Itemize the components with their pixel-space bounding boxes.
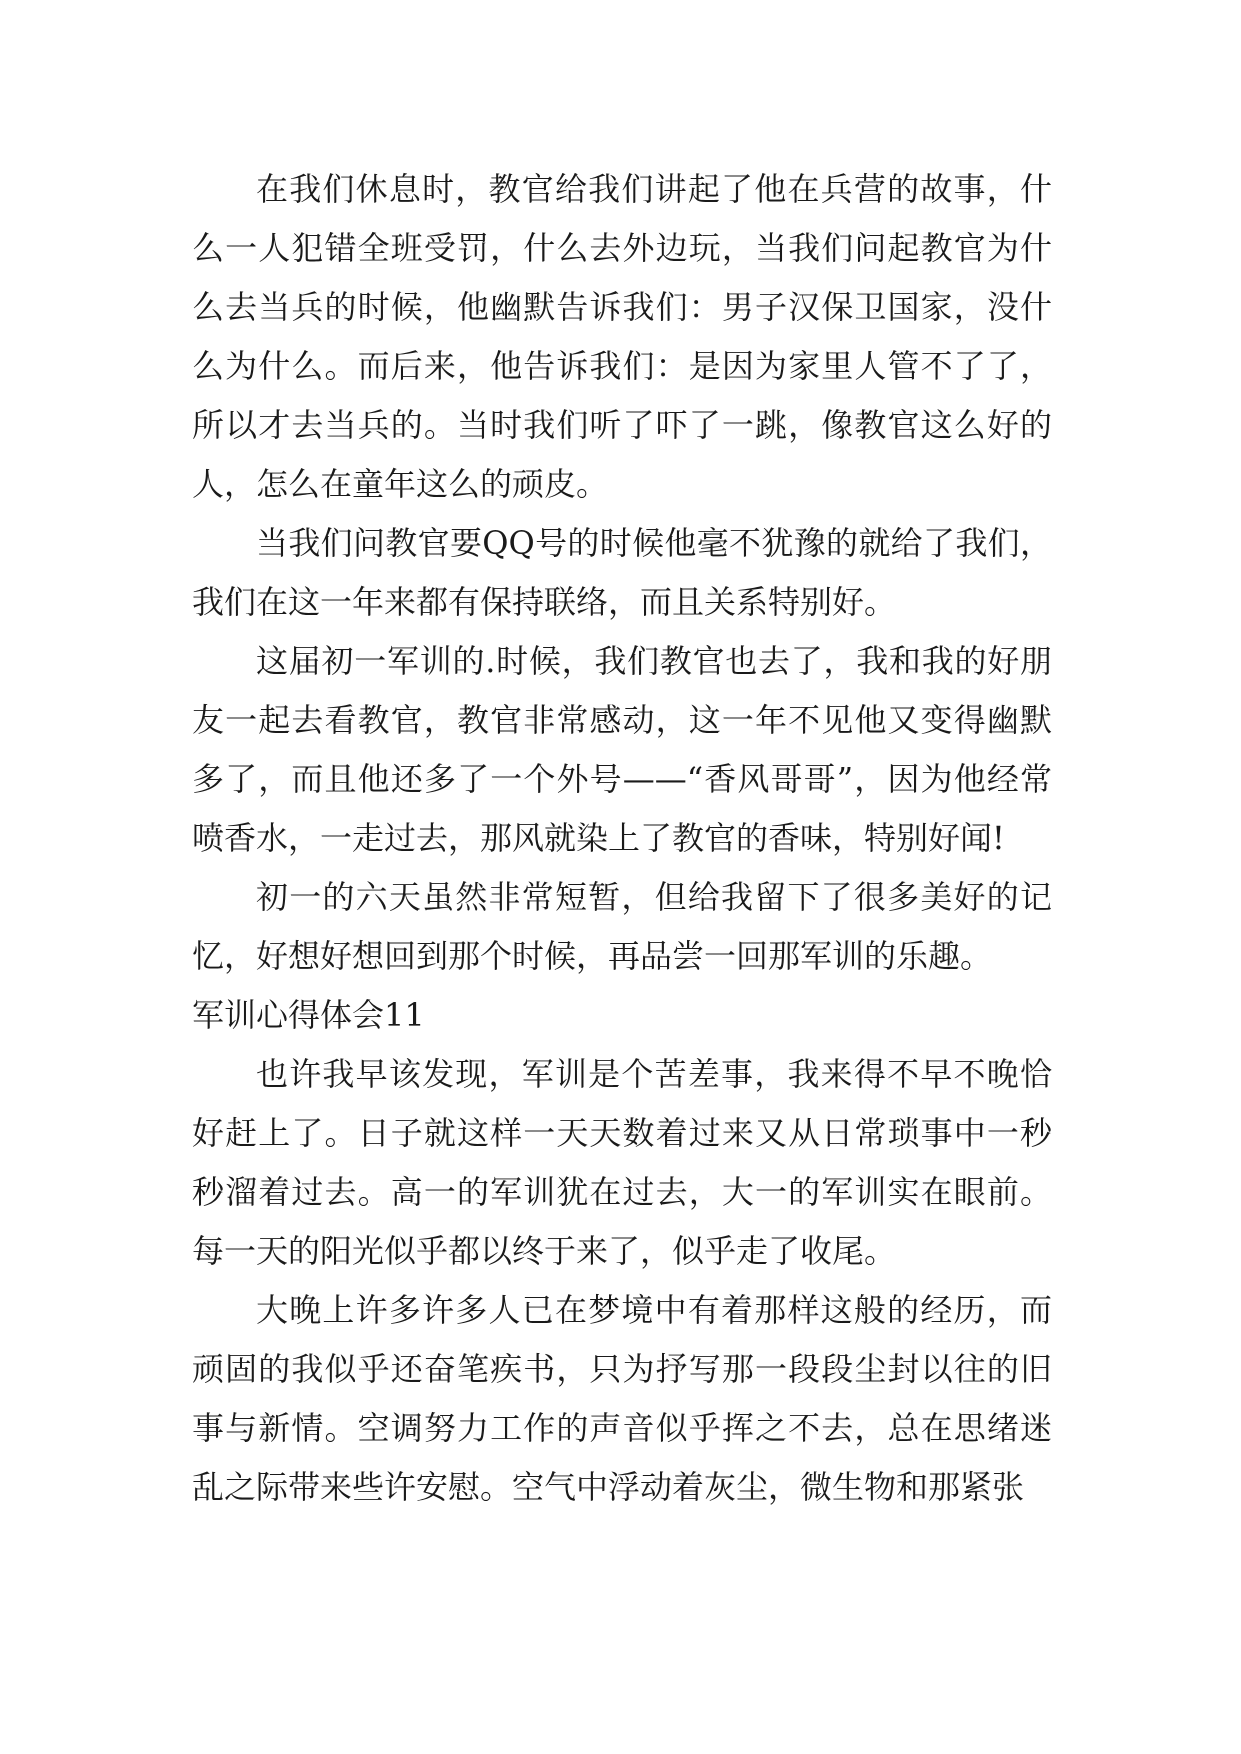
paragraph: 当我们问教官要QQ号的时候他毫不犹豫的就给了我们，我们在这一年来都有保持联络，而且关系特别好。 [192,524,1052,621]
section-title: 军训心得体会11 [192,996,425,1034]
paragraph: 这届初一军训的.时候，我们教官也去了，我和我的好朋友一起去看教官，教官非常感动，这一年不见他又变得幽默多了，而且他还多了一个外号——“香风哥哥”，因为他经常喷香水，一走过去，那风就染上了教官的香味，特别好闻! [192,642,1052,857]
paragraph: 在我们休息时，教官给我们讲起了他在兵营的故事，什么一人犯错全班受罚，什么去外边玩，当我们问起教官为什么去当兵的时候，他幽默告诉我们：男子汉保卫国家，没什么为什么。而后来，他告诉我们：是因为家里人管不了了，所以才去当兵的。当时我们听了吓了一跳，像教官这么好的人，怎么在童年这么的顽皮。 [192,170,1052,503]
paragraph: 初一的六天虽然非常短暂，但给我留下了很多美好的记忆，好想好想回到那个时候，再品尝一回那军训的乐趣。 [192,878,1052,975]
paragraph: 也许我早该发现，军训是个苦差事，我来得不早不晚恰好赶上了。日子就这样一天天数着过来又从日常琐事中一秒秒溜着过去。高一的军训犹在过去，大一的军训实在眼前。每一天的阳光似乎都以终于来了，似乎走了收尾。 [192,1055,1052,1270]
document-body [192,160,1052,1517]
paragraph: 大晚上许多许多人已在梦境中有着那样这般的经历，而顽固的我似乎还奋笔疾书，只为抒写那一段段尘封以往的旧事与新情。空调努力工作的声音似乎挥之不去，总在思绪迷乱之际带来些许安慰。空气中浮动着灰尘，微生物和那紧张 [192,1291,1052,1506]
